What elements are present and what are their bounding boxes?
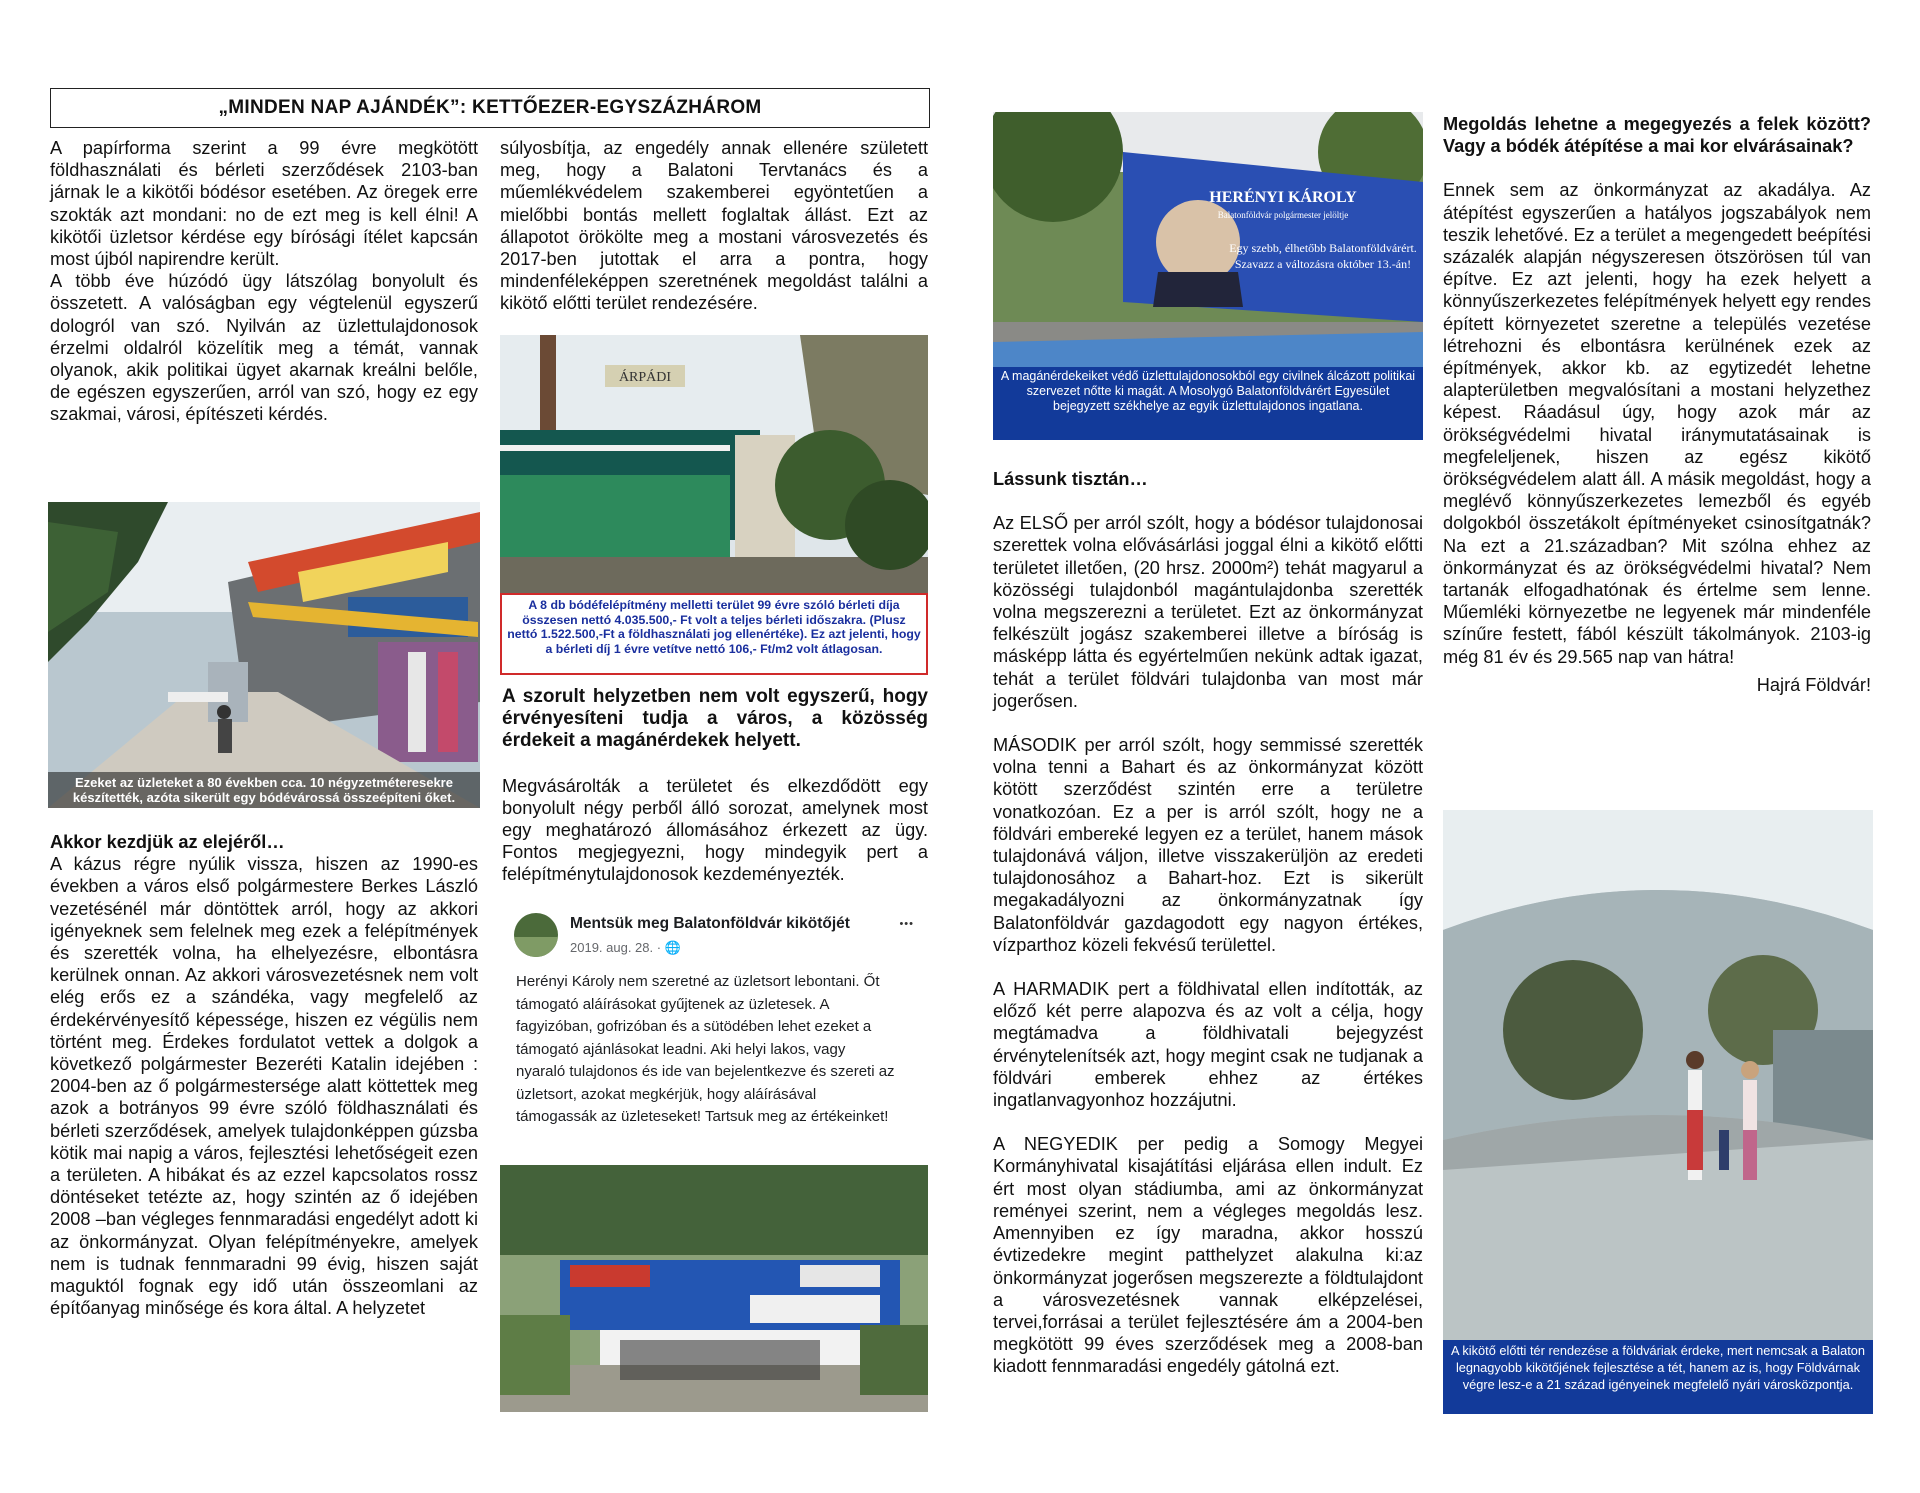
column-2-mid — [502, 686, 928, 886]
fagyizo-photo — [500, 1165, 928, 1412]
photo-caption: A magánérdekeiket védő üzlettulajdonosokból egy civilnek álcázott politikai szervezet nőtte ki magát. A Mosolygó Balatonföldvárért Egyesület bejegyzett székhelye az egyik üzlettulajdonos ingatlana. — [993, 367, 1423, 440]
column-2-top — [500, 137, 928, 315]
article-title: „MINDEN NAP AJÁNDÉK”: KETTŐEZER-EGYSZÁZHÁROM — [50, 88, 930, 128]
shops-photo — [48, 502, 480, 808]
paragraph: A kázus régre nyúlik vissza, hiszen az 1990-es években a város első polgármestere Berkes László vezetésénél már döntöttek arról, hogy az akkori igényeknek sem felelnek meg ezek a felépítmények és szerették volna, ha elhelyezésre, elbontásra kerülnek onnan. Az akkori városvezetésnek nem volt elég erős ez a szándéka, vagy megfelelő az érdekérvényesítő képessége, hiszen ez végülis nem történt meg. Érdekes fordulatot vettek a dolgok a következő polgármester Bezeréti Katalin idejében : 2004-ben az ő polgármestersége alatt köttettek meg azok a botrányos 99 évre szóló földhasználati és bérleti szerződések, amelyek tulajdonképpen gúzsba kötik mai napig a város, fejlesztési lehetőségeit ezen a területen. A hibákat és az ezzel kapcsolatos rossz döntéseket tetézte az, hogy szintén az ő idejében 2008 –ban végleges fennmaradási engedélyt adott ki az önkormányzat. Olyan felépítményekre, amelyek nem is tudnak fennmaradni 99 évig, hiszen saját maguktól fognak egy idő után összeomlani az építőanyag minősége és kora által. A helyzetet — [50, 854, 478, 1319]
section-heading: Megoldás lehetne a megegyezés a felek között? Vagy a bódék átépítése a mai kor elvárásainak? — [1443, 114, 1871, 157]
paragraph: A papírforma szerint a 99 évre megkötött földhasználati és bérleti szerződések 2103-ban járnak le a kikötői bódésor esetében. Az öregek erre szokták azt mondani: no de ezt meg is kell élni! A kikötői üzletsor kérdése egy bírósági ítélet kapcsán most újból napirendre került. — [50, 138, 478, 270]
photo-caption: A 8 db bódéfelépítmény melletti terület 99 évre szóló bérleti díja összesen nettó 4.035.500,- Ft volt a teljes bérleti időszakra. (Plusz nettó 1.522.500,-Ft a földhasználati jog ellenértéke). Ez azt jelenti, hogy a bérleti díj 1 évre vetítve nettó 106,- Ft/m2 volt átlagosan. — [500, 593, 928, 675]
avatar — [514, 913, 558, 957]
paragraph: A NEGYEDIK per pedig a Somogy Megyei Kormányhivatal kisajátítási eljárása ellen indult. Ez ért most olyan stádiumba, ami az önkormányzat reményei szerint, nem a végleges megoldás lesz. Amennyiben ez így maradna, akkor hosszú évtizedekre megint patthelyzet alakulna ki:az önkormányzat jogerősen megszerezte a földtulajdont a városvezetésnek vannak elképzelései, tervei,forrásai a terület fejlesztésére ám a 2004-ben megkötött 99 éves szerződések meg a 2008-ban kiadott fennmaradási engedély gátolná ezt. — [993, 1134, 1423, 1377]
column-4-body — [1443, 113, 1871, 696]
banner-line: Szavazz a változásra október 13.-án! — [1234, 257, 1412, 271]
campaign-banner-photo — [993, 112, 1423, 367]
globe-icon: 🌐 — [664, 940, 681, 955]
banner-name: HERÉNYI KÁROLY — [1209, 189, 1357, 206]
paragraph: Megvásárolták a területet és elkezdődött egy bonyolult négy perből álló sorozat, amelynek most egy meghatározó állomásához érkezett az ügy. Fontos megjegyezni, hogy mindegyik pert a felépítménytulajdonosok kezdeményezték. — [502, 775, 928, 885]
paragraph: Az ELSŐ per arról szólt, hogy a bódésor tulajdonosai szerettek volna elővásárlási joggal élni a kikötő előtti területet illetően, (20 hrsz. 2000m²) tehát magyarul a közösségi tulajdonból magántulajdonba szerették volna megszerezni a területet. Ezt az önkormányzat felkészült jogász szakemberei illetve a bíróság is másképp látta és egyértelműen nekünk adtak igazat, tehát a terület földvári tulajdonba van most már jogerősen. — [993, 513, 1423, 711]
column-1-top — [50, 137, 478, 426]
facebook-post — [500, 895, 928, 1165]
sign-text: ÁRPÁDI — [618, 370, 672, 385]
paragraph: A több éve húzódó ügy látszólag bonyolult és összetett. A valóságban egy végtelenül egyszerű dologról van szó. Nyilván az üzlettulajdonosok érzelmi oldalról közelítik meg a témát, vannak olyanok, akik politikai ügyet akarnak kreálni belőle, de egészen egyszerűen, arról van szó, hogy ez egy szakmai, városi, építészeti kérdés. — [50, 271, 478, 425]
arpadi-photo — [500, 335, 928, 593]
paragraph: súlyosbítja, az engedély annak ellenére született meg, hogy a Balatoni Tervtanács és a műemlékvédelem szakemberei egyöntetűen a mielőbbi bontás mellett foglaltak állást. Ezt az állapotot örökölte meg a mostani városvezetés és 2017-ben jutottak el arra a pontra, hogy mindenféleképpen szeretnének megoldást találni a kikötő előtti terület rendezésére. — [500, 138, 928, 314]
banner-line: Egy szebb, élhetőbb Balatonföldvárért. — [1229, 241, 1417, 255]
section-heading: A szorult helyzetben nem volt egyszerű, hogy érvényesíteni tudja a város, a közösség érdekeit a magánérdekek helyett. — [502, 686, 928, 752]
paragraph: A HARMADIK pert a földhivatal ellen indították, az előző két perre alapozva és az volt a célja, hogy megtámadva a földhivatali bejegyzést érvénytelenítsék azt, hogy megint csak ne tudjanak a földvári emberek ehhez az értékes ingatlanvagyonhoz hozzájutni. — [993, 979, 1423, 1111]
signature: Hajrá Földvár! — [1756, 674, 1871, 695]
paragraph: MÁSODIK per arról szólt, hogy semmissé szerették volna tenni a Bahart és az önkormányzat között kötött szerződést szintén erre a területre vonatkozóan. Ez a per is arról szólt, hogy ne a földvári embereké legyen ez a terület, hanem mások tulajdonává váljon, illetve visszakerüljön az eredeti tulajdonosához a Bahart-hoz. Ezt is sikerült megakadályozni az önkormányzatnak így Balatonföldvár gazdagodott egy nagyon értékes, vízparthoz közeli fekvésű területtel. — [993, 735, 1423, 955]
photo-caption: A kikötő előtti tér rendezése a földváriak érdeke, mert nemcsak a Balaton legnagyobb kikötőjének fejlesztése a tét, hanem az is, hogy Földvárnak végre lesz-e a 21 század igényeinek megfelelő nyári városközpontja. — [1443, 1340, 1873, 1414]
post-text: Herényi Károly nem szeretné az üzletsort lebontani. Őt támogató aláírásokat gyűjtenek az üzletesek. A fagyizóban, gofrizóban és a sütödében lehet ezeket a támogató ajánlásokat leadni. Aki helyi lakos, vagy nyaraló tulajdonos és ide van bejelentkezve és szereti az üzletsort, azokat megkérjük, hogy aláírásával támogassák az üzleteseket! Tartsuk meg az értékeinket! — [516, 973, 895, 1125]
page-name[interactable]: Mentsük meg Balatonföldvár kikötőjét — [570, 915, 850, 932]
fountain-photo — [1443, 810, 1873, 1340]
section-heading: Lássunk tisztán… — [993, 469, 1148, 489]
column-1-bottom — [50, 831, 478, 1319]
post-date: 2019. aug. 28. · 🌐 — [570, 940, 681, 955]
banner-sub: Balatonföldvár polgármester jelöltje — [1217, 210, 1349, 220]
column-3-body — [993, 468, 1423, 1378]
more-options-icon[interactable]: ••• — [899, 918, 914, 930]
section-heading: Akkor kezdjük az elejéről… — [50, 832, 285, 852]
paragraph: Ennek sem az önkormányzat az akadálya. Az átépítést egyszerűen a hatályos jogszabályok nem teszik lehetővé. Ez a terület a megengedett beépítési százalék alapján négyszeresen ötszörösen túl van építve. Ez azt jelenti, hogy ha ezek helyett a könnyűszerkezetes felépítmények helyett egy rendes épített környezetet szeretne a település vezetése létrehozni és elbontásra kerülnének ezek az építmények, akkor kb. az egytizedét lehetne alapterületben megvalósítani a mostani helyzethez képest. Ráadásul úgy, hogy azok már az örökségvédelmi hivatal iránymutatásainak is megfeleljenek, hiszen az egész kikötő örökségvédelem alatt áll. A másik megoldást, hogy a meglévő könnyűszerkezetes lemezből és egyéb dolgokból összetákolt építményeket csinosítgatnák? Na ezt a 21.században? Mit szólna ehhez az önkormányzat és az örökségvédelmi hivatal? Nem tartanák elfogadhatónak és értelme sem lenne. Műemléki környezetbe ne legyenek már mindenféle színűre festett, fából készült tákolmányok. 2103-ig még 81 év és 29.565 nap van hátra! — [1443, 180, 1871, 667]
photo-caption: Ezeket az üzleteket a 80 években cca. 10 négyzetméteresekre készítették, azóta sikerült egy bódévárossá összeépíteni őket. — [48, 772, 480, 808]
